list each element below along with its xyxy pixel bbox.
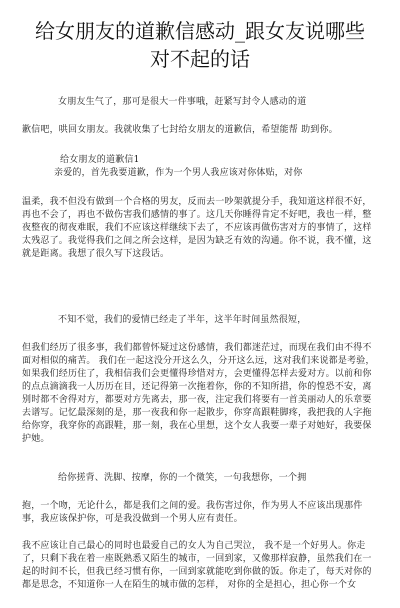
paragraph-2: 但我们经历了很多事，我们都曾怀疑过这份感情，我们都迷茫过，而现在我们由不得不面对相似的痛苦。 我们在一起这没分开这么久，分开这么远，这对我们来说都是考验，如果我们经历住了，我相信我们会更懂得珍惜对方，会更懂得怎样去爱对方。以前和你的点点滴滴我一人历历在目，还记得第一次拖着你，你的不知所措，你的惶恐不安，离别时都不舍得对方，都要对方先离去，那一夜，注定我们将要有一首美丽动人的乐章要去谱写。记忆最深刻的是，那一夜我和你一起散步，你穿高跟鞋脚疼，我把我的人字拖给你穿，我穿你的高跟鞋，那一刻，我在心里想，这个女人我要一辈子对她好，我要保护她。 <box>22 343 375 444</box>
paragraph-4: 我不应该让自己最心的同时也最爱自己的女人为自己哭泣， 我不是一个好男人。你走了，只剩下我在着一座既熟悉又陌生的城市，一回到家，又像那样寂静，虽然我们在一起的时间不长，但我已经习惯有你，一回到家就能吃到你做的饭。你走了，每天对你的都是思念，不知道你一人在陌生的城市做的怎样， 对你的全是担心，担心你一个女 <box>22 541 372 590</box>
paragraph-3: 抱，一个吻，无论什么，都是我们之间的爱。我伤害过你，作为男人不应该出现那件事，我应该保护你，可是我没做到一个男人应有责任。 <box>22 501 363 524</box>
page-title-line-1: 给女朋友的道歉信感动_跟女友说哪些 <box>35 19 365 43</box>
paragraph-3-first-line: 给你搓背、洗脚、按摩，你的一个微笑，一句我想你，一个拥 <box>58 473 307 483</box>
letter-first-line: 亲爱的，首先我要道歉，作为一个男人我应该对你体贴，对你 <box>54 168 303 178</box>
paragraph-1: 温柔，我不但没有做到一个合格的男友，反而去一吵架就提分手，我知道这样很不好，再也不会了，再也不做伤害我们感情的事了。这几天你睡得肯定不好吧，我也一样，整夜整夜的彻夜难眠，我们不应该这样继续下去了，不应该再做伤害对方的事情了，这样太残忍了。我觉得我们之间之所会这样，是因为缺乏有效的沟通。你不说，我不懂，这就是距离。我想了很久写下这段话。 <box>22 197 372 259</box>
letter-heading: 给女朋友的道歉信1 <box>60 155 140 165</box>
page-title-line-2: 对不起的话 <box>150 47 250 71</box>
intro-line-2: 歉信吧，哄回女朋友。我就收集了七封给女朋友的道歉信，希望能帮 助到你。 <box>22 125 338 135</box>
intro-line-1: 女朋友生气了，那可是很大一件事哦，赶紧写封令人感动的道 <box>58 97 307 107</box>
paragraph-2-first-line: 不知不觉，我们的爱情已经走了半年，这半年时间虽然很短， <box>58 315 307 325</box>
